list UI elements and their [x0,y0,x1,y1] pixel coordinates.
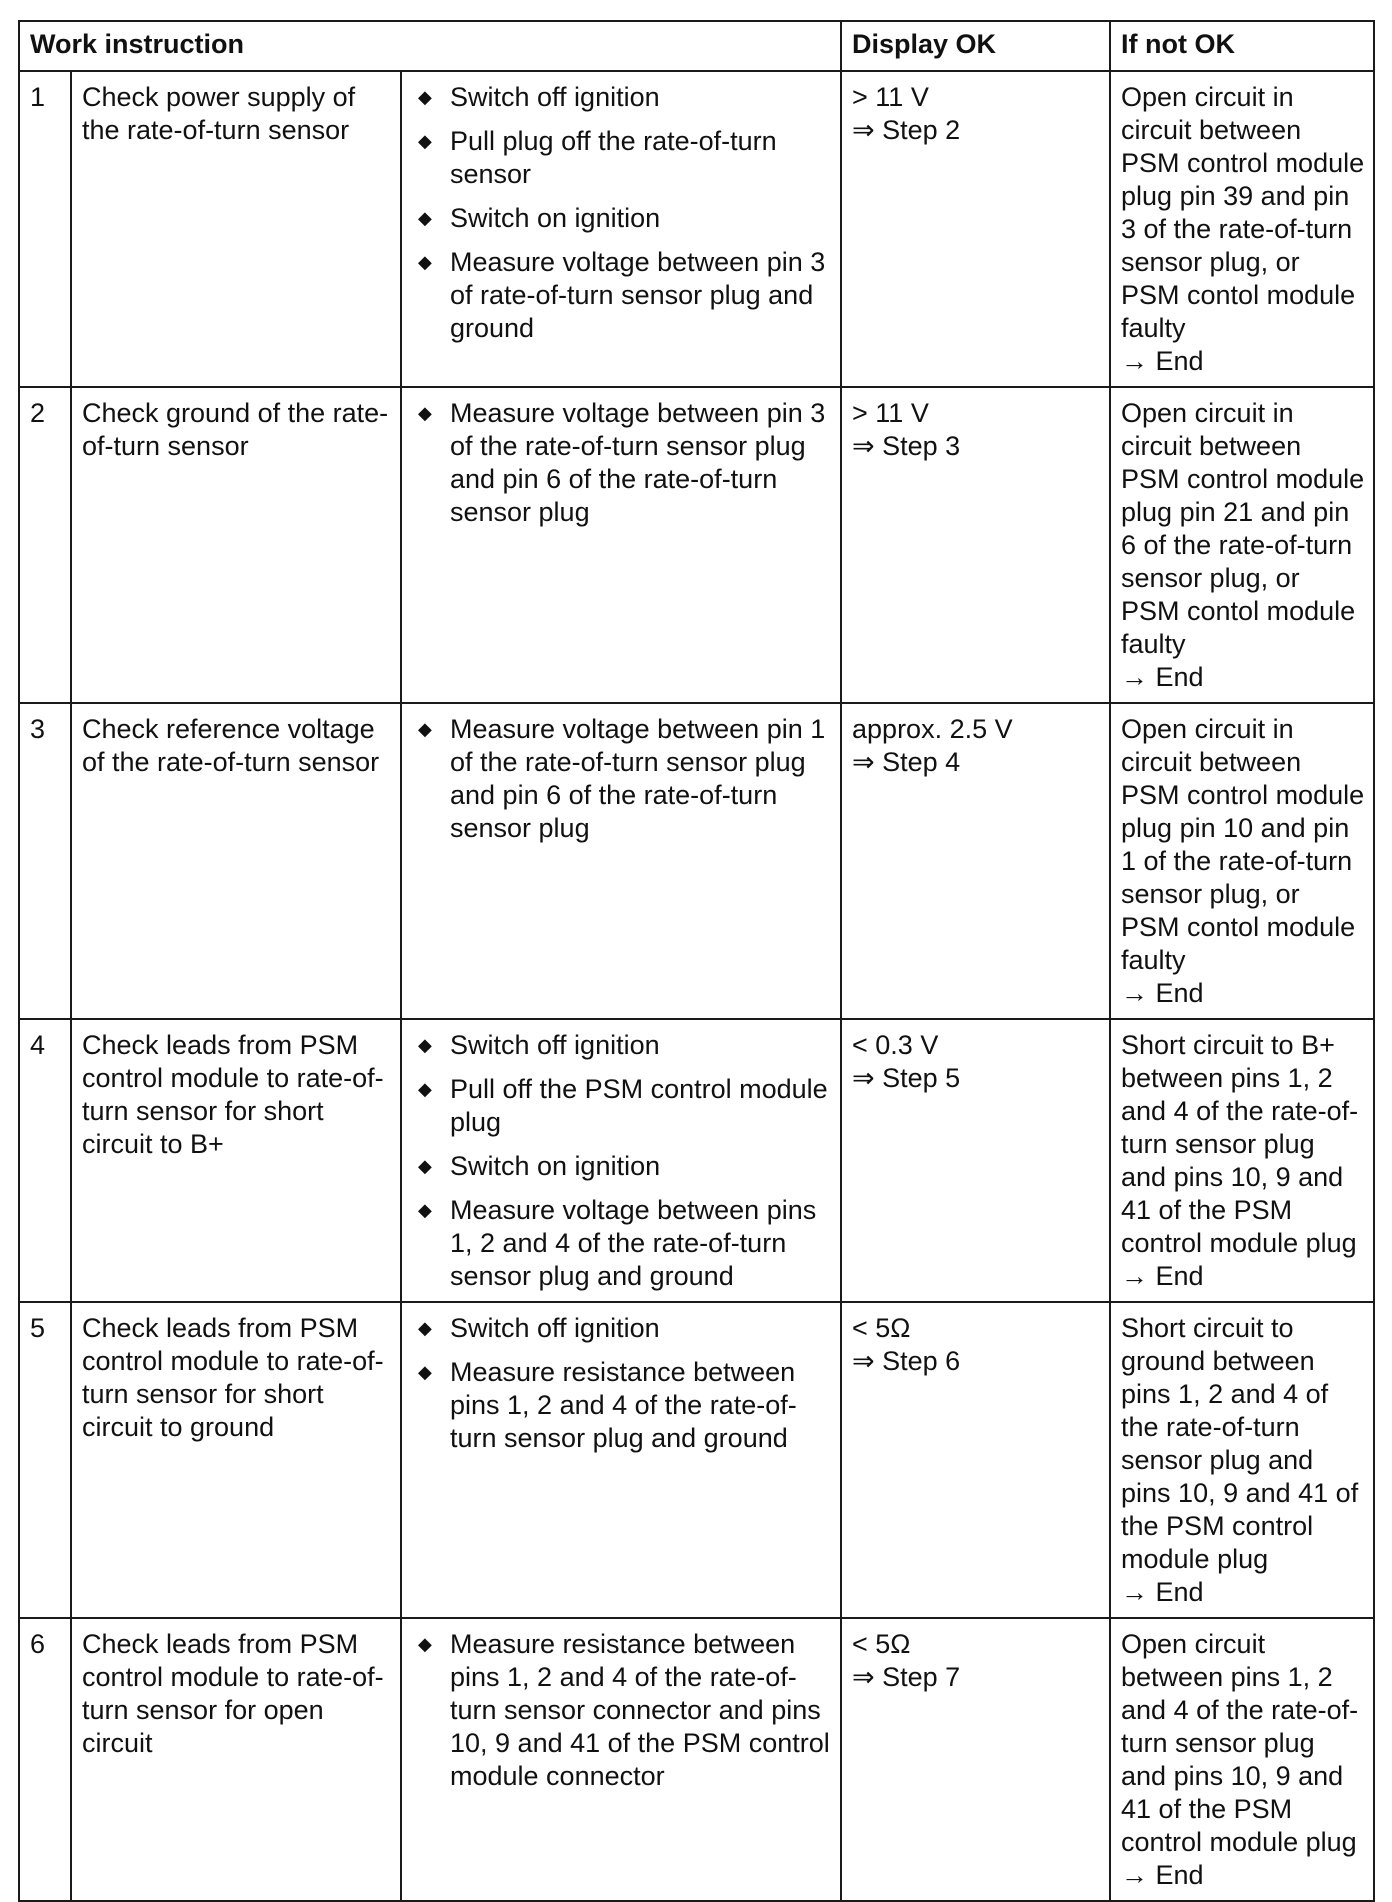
diamond-bullet-icon: ◆ [418,1035,432,1055]
procedure-step: ◆ Switch off ignition [418,1313,660,1343]
if-not-ok-cell [1110,1618,1374,1901]
step-number: 4 [19,1019,71,1302]
table-row [19,387,1374,703]
procedure-cell [401,1302,841,1618]
display-ok-cell [841,387,1110,703]
ok-next-step: ⇒ Step 7 [852,1662,961,1692]
check-description: Check leads from PSM control module to rate-of-turn sensor for short circuit to B+ [71,1019,401,1302]
diamond-bullet-icon: ◆ [418,252,432,272]
diamond-bullet-icon: ◆ [418,1079,432,1099]
procedure-step: ◆ Measure resistance between pins 1, 2 and 4 of the rate-of-turn sensor connector and pins 10, 9 and 41 of the PSM control module connector [418,1629,830,1791]
ok-value: approx. 2.5 V [852,714,1013,744]
procedure-step: ◆ Pull plug off the rate-of-turn sensor [418,126,777,189]
diamond-bullet-icon: ◆ [418,131,432,151]
table-row [19,1019,1374,1302]
procedure-step: ◆ Measure voltage between pin 3 of the rate-of-turn sensor plug and pin 6 of the rate-of-turn sensor plug [418,398,826,527]
procedure-step: ◆ Switch on ignition [418,203,661,233]
procedure-step: ◆ Pull off the PSM control module plug [418,1074,828,1137]
procedure-list [412,1029,832,1293]
display-ok-cell [841,1618,1110,1901]
check-description: Check power supply of the rate-of-turn sensor [71,71,401,387]
step-number: 5 [19,1302,71,1618]
procedure-list [412,1628,832,1793]
ok-next-step: ⇒ Step 3 [852,431,961,461]
fault-end: → End [1121,346,1204,376]
procedure-cell [401,1019,841,1302]
if-not-ok-cell [1110,1302,1374,1618]
procedure-cell [401,1618,841,1901]
fault-description: Open circuit in circuit between PSM control module plug pin 10 and pin 1 of the rate-of-turn sensor plug, or PSM contol module faulty [1121,714,1365,975]
fault-end: → End [1121,978,1204,1008]
procedure-cell [401,703,841,1019]
diamond-bullet-icon: ◆ [418,1362,432,1382]
fault-end: → End [1121,1860,1204,1890]
ok-value: < 5Ω [852,1629,911,1659]
ok-next-step: ⇒ Step 2 [852,115,961,145]
diamond-bullet-icon: ◆ [418,208,432,228]
diamond-bullet-icon: ◆ [418,719,432,739]
procedure-step: ◆ Measure resistance between pins 1, 2 and 4 of the rate-of-turn sensor plug and ground [418,1357,797,1453]
procedure-step: ◆ Switch off ignition [418,1030,660,1060]
diamond-bullet-icon: ◆ [418,1634,432,1654]
display-ok-cell [841,1302,1110,1618]
table-row [19,1618,1374,1901]
diamond-bullet-icon: ◆ [418,403,432,423]
ok-value: < 0.3 V [852,1030,939,1060]
table-row [19,1302,1374,1618]
diamond-bullet-icon: ◆ [418,1156,432,1176]
check-description: Check reference voltage of the rate-of-turn sensor [71,703,401,1019]
ok-value: > 11 V [852,82,929,112]
display-ok-cell [841,703,1110,1019]
procedure-list [412,397,832,529]
table-row [19,703,1374,1019]
header-display-ok: Display OK [841,21,1110,71]
ok-next-step: ⇒ Step 5 [852,1063,961,1093]
check-description: Check ground of the rate-of-turn sensor [71,387,401,703]
procedure-list [412,1312,832,1455]
step-number: 3 [19,703,71,1019]
work-instruction-table [18,20,1375,1902]
ok-value: < 5Ω [852,1313,911,1343]
check-description: Check leads from PSM control module to rate-of-turn sensor for open circuit [71,1618,401,1901]
ok-next-step: ⇒ Step 6 [852,1346,961,1376]
fault-end: → End [1121,662,1204,692]
procedure-step: ◆ Measure voltage between pin 3 of rate-of-turn sensor plug and ground [418,247,826,343]
fault-description: Open circuit between pins 1, 2 and 4 of the rate-of-turn sensor plug and pins 10, 9 and 41 of the PSM control module plug [1121,1629,1359,1857]
check-description: Check leads from PSM control module to rate-of-turn sensor for short circuit to ground [71,1302,401,1618]
fault-end: → End [1121,1577,1204,1607]
procedure-cell [401,71,841,387]
procedure-step: ◆ Switch on ignition [418,1151,661,1181]
diamond-bullet-icon: ◆ [418,87,432,107]
header-if-not-ok: If not OK [1110,21,1374,71]
step-number: 2 [19,387,71,703]
if-not-ok-cell [1110,71,1374,387]
ok-value: > 11 V [852,398,929,428]
fault-description: Open circuit in circuit between PSM control module plug pin 21 and pin 6 of the rate-of-turn sensor plug, or PSM contol module faulty [1121,398,1365,659]
table-header-row [19,21,1374,71]
step-number: 6 [19,1618,71,1901]
step-number: 1 [19,71,71,387]
diamond-bullet-icon: ◆ [418,1200,432,1220]
header-work-instruction: Work instruction [19,21,841,71]
ok-next-step: ⇒ Step 4 [852,747,961,777]
procedure-step: ◆ Measure voltage between pins 1, 2 and 4 of the rate-of-turn sensor plug and ground [418,1195,817,1291]
procedure-step: ◆ Measure voltage between pin 1 of the rate-of-turn sensor plug and pin 6 of the rate-of-turn sensor plug [418,714,826,843]
procedure-step: ◆ Switch off ignition [418,82,660,112]
procedure-list [412,81,832,345]
if-not-ok-cell [1110,703,1374,1019]
diamond-bullet-icon: ◆ [418,1318,432,1338]
fault-description: Short circuit to ground between pins 1, 2 and 4 of the rate-of-turn sensor plug and pins 10, 9 and 41 of the PSM control module plug [1121,1313,1359,1574]
display-ok-cell [841,71,1110,387]
procedure-list [412,713,832,845]
fault-end: → End [1121,1261,1204,1291]
if-not-ok-cell [1110,387,1374,703]
procedure-cell [401,387,841,703]
if-not-ok-cell [1110,1019,1374,1302]
fault-description: Open circuit in circuit between PSM control module plug pin 39 and pin 3 of the rate-of-turn sensor plug, or PSM contol module faulty [1121,82,1365,343]
fault-description: Short circuit to B+ between pins 1, 2 and 4 of the rate-of-turn sensor plug and pins 10, 9 and 41 of the PSM control module plug [1121,1030,1359,1258]
table-row [19,71,1374,387]
display-ok-cell [841,1019,1110,1302]
